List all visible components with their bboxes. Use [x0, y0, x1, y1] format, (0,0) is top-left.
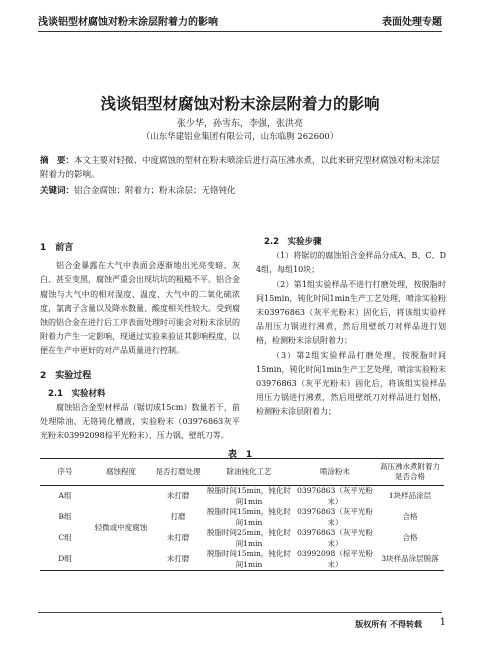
cell-polish: 未打磨 — [166, 491, 190, 501]
keywords-label: 关键词： — [40, 186, 75, 196]
section-2-heading: 2 实验过程 — [40, 370, 92, 381]
cell-polish: 打磨 — [170, 512, 186, 522]
col-header-powder: 喷涂粉末 — [320, 466, 350, 476]
copyright-notice: 版权所有 不得转载 — [355, 619, 422, 629]
cell-polish: 未打磨 — [166, 533, 190, 543]
section-2-1-heading: 2.1 实验材料 — [48, 388, 106, 399]
step-2-text: （2）第1组实验样品不进行打磨处理，按脱脂时间15min，钝化时间1min生产工艺处理，喷涂实验粉末03976863（灰平光粉末）固化后，将该组实验样品用压力锅进行沸煮，然后用壁纸刀对样品进行划格，检测粉末涂层附着力； — [256, 279, 446, 346]
cell-polish: 未打磨 — [166, 554, 190, 564]
right-column — [256, 235, 446, 420]
keywords-text: 铝合金腐蚀；附着力；粉末涂层；无铬钝化 — [74, 186, 236, 196]
table-header-row — [40, 459, 444, 486]
running-header-title: 浅谈铝型材腐蚀对粉末涂层附着力的影响 — [38, 16, 218, 28]
abstract-text: 本文主要对轻微、中度腐蚀的型材在粉末喷涂后进行高压沸水煮，以此来研究型材腐蚀对粉末涂层附着力的影响。 — [40, 156, 440, 180]
col-header-polish: 是否打磨处理 — [155, 466, 201, 476]
results-table — [40, 458, 444, 571]
article-title: 浅谈铝型材腐蚀对粉末涂层附着力的影响 — [100, 95, 380, 113]
col-header-result: 高压沸水煮附着力是否合格 — [380, 461, 440, 481]
cell-powder: 03976863（灰平光粉末） — [297, 507, 373, 527]
abstract-label: 摘 要： — [40, 156, 75, 166]
running-header-section: 表面处理专题 — [382, 16, 442, 28]
running-header — [38, 8, 442, 32]
cell-result: 1块样品涂层 — [388, 491, 432, 501]
article-affiliation: （山东华建铝业集团有限公司，山东临朐 262600） — [141, 132, 339, 142]
cell-result: 合格 — [402, 533, 418, 543]
col-header-corrosion: 腐蚀程度 — [106, 466, 136, 476]
section-2-1-text: 腐蚀铝合金型材样品（锯切成15cm）数量若干，前处理除油、无铬钝化槽液，实验粉末（03976863灰平光粉末03992098棕平光粉末）、压力锅、壁纸刀等。 — [40, 403, 240, 441]
left-column — [40, 241, 240, 444]
page-number: 1 — [439, 617, 446, 628]
cell-id: C组 — [58, 533, 72, 543]
cell-result: 合格 — [402, 512, 418, 522]
abstract — [40, 154, 440, 182]
cell-process: 脱脂时间25min，钝化时间1min — [207, 528, 291, 548]
cell-id: D组 — [58, 554, 72, 564]
section-1-heading: 1 前言 — [40, 243, 74, 253]
cell-process: 脱脂时间15min，钝化时间1min — [207, 486, 291, 506]
cell-process: 脱脂时间15min，钝化时间1min — [207, 507, 291, 527]
section-2-2-heading: 2.2 实验步骤 — [264, 237, 322, 247]
col-header-id: 序号 — [57, 466, 73, 476]
cell-powder: 03992098（棕平光粉末） — [297, 549, 373, 569]
section-1-text: 铝合金暴露在大气中表面会逐渐地出光亮变暗、灰白、甚至变黑，腐蚀严重会出现坑坑的粗糙不平。铝合金腐蚀与大气中的相对湿度、温度、大气中的二氧化硫浓度，氯离子含量以及降水数量、酸度相关性较大。受到腐蚀的铝合金在进行后工序表面处理时可能会对粉末涂层的附着力产生一定影响，现通过实验来验证其影响程度，以便在生产中更好的对产品质量进行控制。 — [40, 261, 240, 356]
cell-corrosion: 轻微或中度腐蚀 — [94, 522, 148, 532]
cell-process: 脱脂时间15min，钝化时间1min — [207, 549, 291, 569]
article-authors: 张少华，孙雪东，李强，张洪亮 — [176, 119, 303, 129]
cell-powder: 03976863（灰平光粉末） — [297, 486, 373, 506]
page-footer — [38, 612, 446, 633]
col-header-process: 除油钝化工艺 — [226, 466, 272, 476]
cell-result: 3块样品涂层脱落 — [381, 554, 439, 564]
header-rule — [38, 31, 442, 33]
step-1-text: （1）将锯切的腐蚀铝合金样品分成A、B、C、D 4组，每组10块； — [256, 251, 446, 275]
step-3-text: （3）第2组实验样品打磨处理，按脱脂时间15min，钝化时间1min生产工艺处理，喷涂实验粉末03976863（灰平光粉末）固化后，将该组实验样品用压力锅进行沸煮，然后用壁纸刀对样品进行划格，检测粉末涂层附着力； — [256, 350, 446, 417]
cell-id: B组 — [58, 512, 72, 522]
keywords — [40, 184, 440, 196]
cell-powder: 03976863（灰平光粉末） — [297, 528, 373, 548]
table-row — [40, 486, 444, 508]
table-caption: 表 1 — [227, 450, 253, 460]
cell-id: A组 — [58, 491, 72, 501]
